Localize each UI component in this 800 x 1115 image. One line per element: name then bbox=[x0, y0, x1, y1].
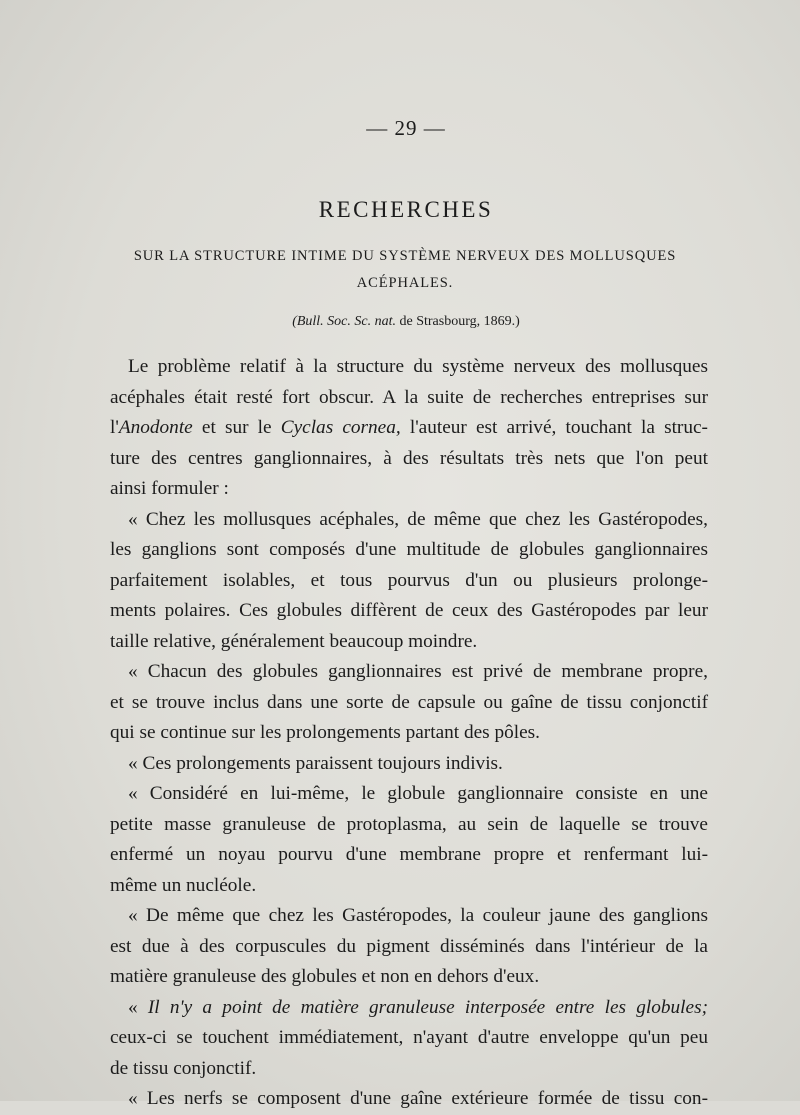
italic-text: Cyclas cornea, bbox=[280, 417, 401, 438]
text-line bbox=[110, 901, 708, 932]
text-line bbox=[110, 810, 708, 841]
text-segment: ments polaires. Ces globules diffèrent de ceux des Gastéropodes par leur bbox=[110, 600, 708, 621]
text-segment: l' bbox=[110, 417, 119, 438]
text-line bbox=[110, 688, 708, 719]
text-line bbox=[110, 566, 708, 597]
text-segment: petite masse granuleuse de protoplasma, au sein de laquelle se trouve bbox=[110, 813, 708, 835]
text-segment: est due à des corpuscules du pigment disséminés dans l'intérieur de la bbox=[110, 935, 708, 957]
text-segment: de tissu conjonctif. bbox=[110, 1057, 257, 1079]
text-line bbox=[110, 1054, 708, 1085]
text-line bbox=[110, 413, 708, 444]
text-segment: ture des centres ganglionnaires, à des résultats très nets que l'on peut bbox=[110, 447, 708, 469]
text-line bbox=[110, 749, 708, 780]
text-line bbox=[110, 657, 708, 688]
text-line bbox=[110, 993, 708, 1024]
body-text bbox=[110, 352, 708, 1115]
citation bbox=[0, 314, 800, 330]
text-line bbox=[110, 596, 708, 627]
text-line bbox=[110, 1023, 708, 1054]
text-line bbox=[110, 1084, 708, 1115]
text-line bbox=[110, 718, 708, 749]
text-segment: parfaitement isolables, et tous pourvus d'un ou plusieurs prolonge- bbox=[110, 569, 708, 591]
subtitle-line-1: SUR LA STRUCTURE INTIME DU SYSTÈME NERVEUX DES MOLLUSQUES bbox=[133, 248, 677, 264]
text-segment: « Les nerfs se composent d'une gaîne extérieure formée de tissu con- bbox=[128, 1088, 708, 1109]
text-segment: Le problème relatif à la structure du système nerveux des mollusques bbox=[128, 356, 708, 377]
text-segment: même un nucléole. bbox=[110, 874, 257, 896]
text-segment: « Considéré en lui-même, le globule ganglionnaire consiste en une bbox=[128, 783, 708, 804]
text-segment: ainsi formuler : bbox=[110, 478, 229, 499]
text-segment: et se trouve inclus dans une sorte de capsule ou gaîne de tissu conjonctif bbox=[110, 691, 708, 713]
citation-journal: (Bull. Soc. Sc. nat. bbox=[292, 314, 396, 329]
text-segment: acéphales était resté fort obscur. A la suite de recherches entreprises sur bbox=[110, 386, 708, 408]
text-segment: « Chacun des globules ganglionnaires est privé de membrane propre, bbox=[128, 661, 708, 682]
article-subtitle bbox=[110, 243, 700, 297]
text-line bbox=[110, 840, 708, 871]
text-segment: enfermé un noyau pourvu d'une membrane propre et renfermant lui- bbox=[110, 844, 708, 865]
text-segment: « bbox=[128, 996, 148, 1018]
text-line bbox=[110, 383, 708, 414]
text-segment: « Chez les mollusques acéphales, de même que chez les Gastéropodes, bbox=[128, 508, 708, 530]
page-number: — 29 — bbox=[366, 116, 446, 140]
text-line bbox=[110, 444, 708, 475]
text-segment: matière granuleuse des globules et non en dehors d'eux. bbox=[110, 966, 540, 987]
italic-text: Il n'y a point de matière granuleuse interposée entre les globules; bbox=[147, 996, 708, 1018]
text-segment: « Ces prolongements paraissent toujours indivis. bbox=[128, 752, 503, 774]
text-line bbox=[110, 962, 708, 993]
text-segment: « De même que chez les Gastéropodes, la couleur jaune des ganglions bbox=[128, 905, 708, 926]
text-segment: les ganglions sont composés d'une multitude de globules ganglionnaires bbox=[110, 539, 708, 560]
text-segment: l'auteur est arrivé, touchant la struc- bbox=[400, 417, 708, 438]
text-segment: ceux-ci se touchent immédiatement, n'ayant d'autre enveloppe qu'un peu bbox=[110, 1027, 708, 1048]
text-line bbox=[110, 627, 708, 658]
text-line bbox=[110, 779, 708, 810]
italic-text: Anodonte bbox=[118, 417, 193, 438]
text-line bbox=[110, 871, 708, 902]
citation-place-year: de Strasbourg, 1869.) bbox=[396, 314, 520, 329]
text-segment: qui se continue sur les prolongements partant des pôles. bbox=[110, 722, 540, 743]
text-line bbox=[110, 352, 708, 383]
article-title: RECHERCHES bbox=[318, 197, 494, 222]
text-line bbox=[110, 505, 708, 536]
text-line bbox=[110, 932, 708, 963]
text-segment: taille relative, généralement beaucoup moindre. bbox=[110, 630, 478, 652]
text-line bbox=[110, 474, 708, 505]
text-segment: et sur le bbox=[192, 417, 281, 438]
text-line bbox=[110, 535, 708, 566]
subtitle-line-2: ACÉPHALES. bbox=[356, 275, 454, 291]
